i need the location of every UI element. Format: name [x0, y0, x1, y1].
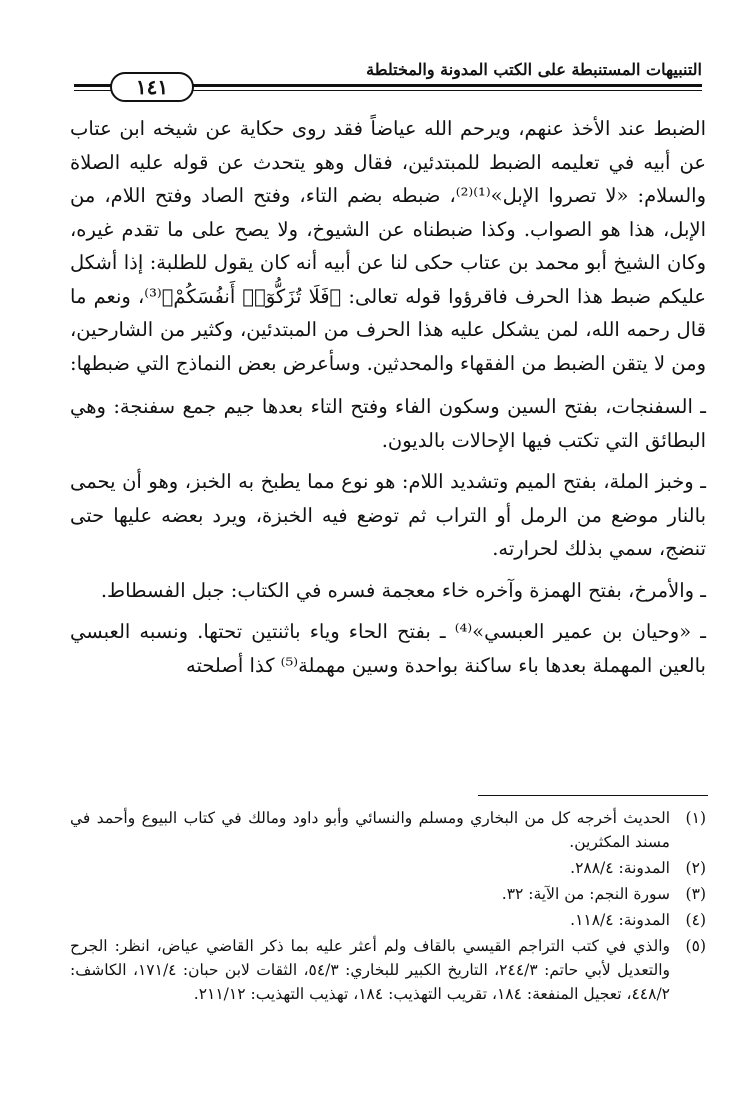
footnote-text: سورة النجم: من الآية: ٣٢.: [501, 885, 670, 903]
example-item-safanjat: ـ السفنجات، بفتح السين وسكون الفاء وفتح التاء بعدها جيم جمع سفنجة: وهي البطائق التي تكتب فيها الإحالات بالديون.: [70, 395, 706, 452]
lead-paragraph: الضبط عند الأخذ عنهم، ويرحم الله عياضاً فقد روى حكاية عن شيخه ابن عتاب عن أبيه في تعليمه الضبط للمبتدئين، فقال وهو يتحدث عن قوله عليه الصلاة والسلام: «لا تصروا الإبل»⁽¹⁾⁽²⁾، ضبطه بضم التاء، وفتح الصاد وفتح اللام، من الإبل، هذا هو الصواب. وكذا ضبطناه عن الشيوخ، ولا يصح على ما تقدم غيره، وكان الشيخ أبو محمد بن عتاب حكى لنا عن أبيه أنه كان يقول للطلبة: إذا أشكل عليكم ضبط هذا الحرف فاقرؤوا قوله تعالى: ﴿فَلَا تُزَكُّوٓا۟ أَنفُسَكُمْ﴾⁽³⁾، ونعم ما قال رحمه الله، لمن يشكل عليه هذا الحرف من المبتدئين، وكثير من الشارحين، ومن لا يتقن الضبط من الفقهاء والمحدثين. وسأعرض بعض النماذج التي ضبطها:: [70, 117, 706, 375]
example-item-khubz-almalla: ـ وخبز الملة، بفتح الميم وتشديد اللام: هو نوع مما يطبخ به الخبز، وهو أن يحمى بالنار موضع من الرمل أو التراب ثم توضع فيه الخبزة، ويرد بعضه عليها حتى تنضج، سمي بذلك لحرارته.: [70, 470, 706, 560]
footnote-text: المدونة: ٢٨٨/٤.: [570, 859, 670, 877]
footnote-text: المدونة: ١١٨/٤.: [570, 911, 670, 929]
footnote-number: (٣): [685, 885, 706, 903]
footnotes: [70, 806, 706, 1008]
footnote: [70, 882, 706, 906]
footnote-text: الحديث أخرجه كل من البخاري ومسلم والنسائي وأبو داود ومالك في كتاب البيوع وأحمد في مسند المكثرين.: [70, 809, 670, 851]
running-header: [74, 58, 702, 104]
running-header-title: التنبيهات المستنبطة على الكتب المدونة والمختلطة: [366, 60, 702, 79]
example-item-hayyan: ـ «وحيان بن عمير العبسي»⁽⁴⁾ ـ بفتح الحاء وياء باثنتين تحتها. ونسبه العبسي بالعين المهملة بعدها باء ساكنة بواحدة وسين مهملة⁽⁵⁾ كذا أصلحته: [70, 620, 706, 677]
footnote: [70, 806, 706, 854]
example-item-alamrakh: ـ والأمرخ، بفتح الهمزة وآخره خاء معجمة فسره في الكتاب: جبل الفسطاط.: [100, 578, 706, 602]
footnote-separator: [478, 795, 708, 796]
footnote-number: (٥): [685, 937, 706, 955]
main-text: [70, 112, 706, 690]
footnote-number: (٤): [685, 911, 706, 929]
footnote-number: (٢): [685, 859, 706, 877]
footnote: [70, 856, 706, 880]
footnote-number: (١): [685, 809, 706, 827]
footnote: [70, 908, 706, 932]
footnote: [70, 934, 706, 1006]
footnote-text: والذي في كتب التراجم القيسي بالقاف ولم أعثر عليه بما ذكر القاضي عياض، انظر: الجرح والتعديل لأبي حاتم: ٢٤٤/٣، التاريخ الكبير للبخاري: ٥٤/٣، الثقات لابن حبان: ١٧١/٤، الكاشف: ٤٤٨/٢، تعجيل المنفعة: ١٨٤، تقريب التهذيب: ١٨٤، تهذيب التهذيب: ٢١١/١٢.: [70, 937, 670, 1003]
page-number: ١٤١: [110, 72, 194, 102]
